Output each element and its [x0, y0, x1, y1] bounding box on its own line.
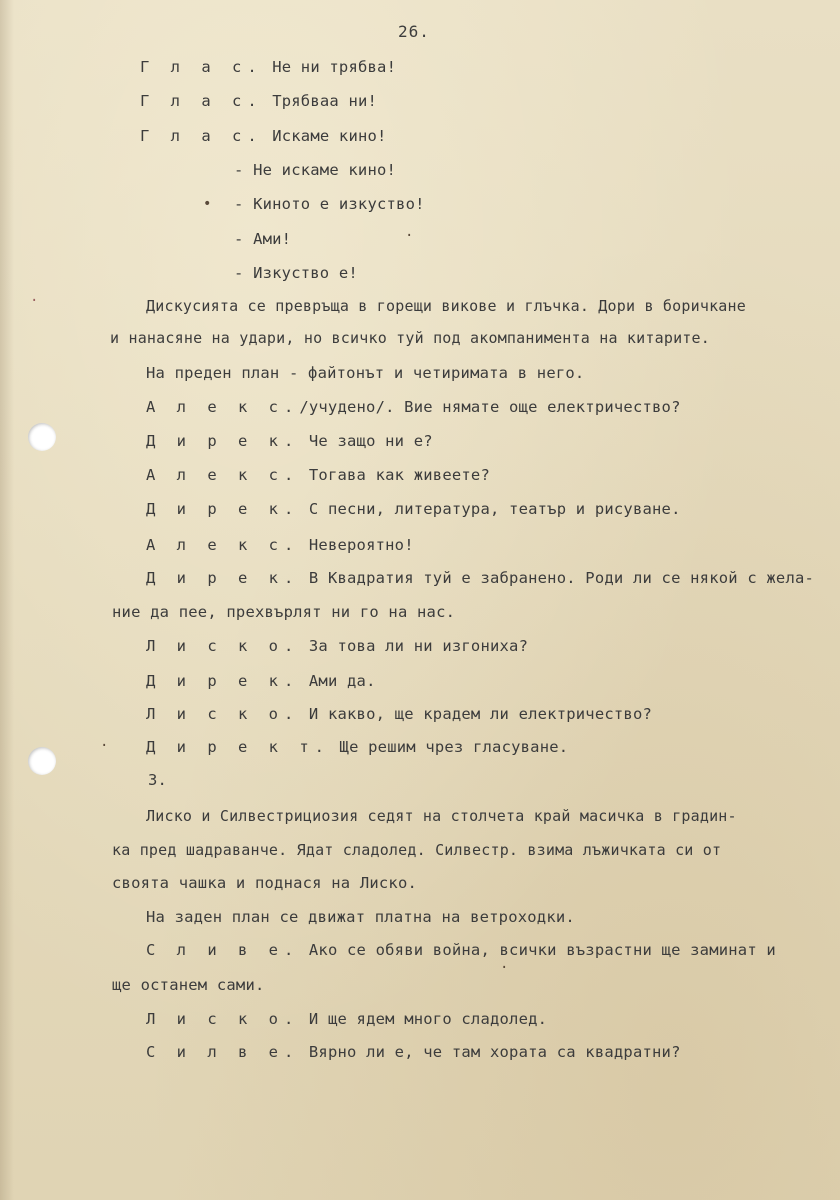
- speaker: Л и с к о.: [146, 705, 300, 723]
- line-text: На заден план се движат платна на ветроходки.: [146, 908, 575, 926]
- script-line: [146, 672, 376, 690]
- script-line: [146, 738, 568, 756]
- script-line: [140, 92, 377, 110]
- script-line: [234, 195, 425, 213]
- line-text: Искаме кино!: [272, 127, 387, 145]
- line-text: - Не искаме кино!: [234, 161, 397, 179]
- script-line: [146, 466, 490, 484]
- line-text: И какво, ще крадем ли електричество?: [308, 705, 653, 723]
- line-text: - Изкуство е!: [234, 264, 358, 282]
- speaker: С и л в е.: [146, 1043, 300, 1061]
- stray-mark: ·: [100, 738, 109, 754]
- line-text: и нанасяне на удари, но всичко туй под акомпанимента на китарите.: [110, 329, 710, 347]
- line-text: Вярно ли е, че там хората са квадратни?: [308, 1043, 681, 1061]
- speaker: Г л а с.: [140, 92, 263, 110]
- speaker: Д и р е к.: [146, 569, 300, 587]
- line-text: И ще ядем много сладолед.: [308, 1010, 548, 1028]
- line-text: своята чашка и поднася на Лиско.: [112, 874, 418, 892]
- script-line: [234, 230, 291, 248]
- script-line: [146, 569, 814, 587]
- speaker: Л и с к о.: [146, 1010, 300, 1028]
- script-line: [146, 705, 652, 723]
- page-number: 26.: [398, 22, 430, 41]
- stray-mark: ·: [500, 960, 509, 976]
- speaker: А л е к с.: [146, 536, 300, 554]
- line-text: В Квадратия туй е забранено. Роди ли се някой с жела-: [308, 569, 815, 587]
- line-text: На преден план - файтонът и четиримата в него.: [146, 364, 585, 382]
- script-line: [146, 500, 681, 518]
- speaker: Д и р е к.: [146, 500, 300, 518]
- script-line: [140, 127, 387, 145]
- script-line: [146, 398, 681, 416]
- script-line: [146, 432, 433, 450]
- script-line: [146, 536, 414, 554]
- line-text: Ако се обяви война, всички възрастни ще заминат и: [308, 941, 776, 959]
- line-text: /учудено/. Вие нямате още електричество?: [299, 398, 681, 416]
- speaker: С л и в е.: [146, 941, 300, 959]
- speaker: Г л а с.: [140, 58, 263, 76]
- stray-mark: •: [203, 196, 212, 212]
- punch-hole: [28, 423, 56, 451]
- script-line: [112, 603, 455, 621]
- script-line: [112, 874, 417, 892]
- line-text: Че защо ни е?: [308, 432, 433, 450]
- line-text: ще останем сами.: [112, 976, 265, 994]
- script-line: [146, 1043, 681, 1061]
- line-text: Ще решим чрез гласуване.: [339, 738, 569, 756]
- scene-number: [148, 771, 167, 789]
- speaker: А л е к с.: [146, 398, 300, 416]
- line-text: - Киното е изкуство!: [234, 195, 425, 213]
- line-text: 3.: [148, 771, 168, 789]
- speaker: А л е к с.: [146, 466, 300, 484]
- script-line: [146, 297, 746, 315]
- script-line: [146, 807, 737, 825]
- speaker: Д и р е к.: [146, 672, 300, 690]
- line-text: ние да пее, прехвърлят ни го на нас.: [112, 603, 456, 621]
- speaker: Л и с к о.: [146, 637, 300, 655]
- line-text: С песни, литература, театър и рисуване.: [308, 500, 681, 518]
- speaker: Д и р е к т.: [146, 738, 330, 756]
- line-text: - Ами!: [234, 230, 292, 248]
- script-line: [146, 1010, 547, 1028]
- script-line: [110, 329, 710, 347]
- stray-mark: ·: [30, 293, 39, 309]
- line-text: Тогава как живеете?: [308, 466, 490, 484]
- script-line: [140, 58, 396, 76]
- paper-edge-shadow: [0, 0, 14, 1200]
- script-line: [146, 941, 776, 959]
- line-text: Невероятно!: [308, 536, 414, 554]
- line-text: ка пред шадраванче. Ядат сладолед. Силвестр. взима лъжичката си от: [112, 841, 722, 859]
- script-line: [234, 161, 396, 179]
- speaker: Д и р е к.: [146, 432, 300, 450]
- script-line: [146, 637, 528, 655]
- script-line: [234, 264, 358, 282]
- line-text: Не ни трябва!: [272, 58, 397, 76]
- speaker: Г л а с.: [140, 127, 263, 145]
- script-line: [146, 364, 584, 382]
- line-text: Ами да.: [308, 672, 376, 690]
- line-text: Дискусията се превръща в горещи викове и глъчка. Дори в боричкане: [146, 297, 746, 315]
- script-line: [112, 841, 721, 859]
- line-text: Трябваа ни!: [272, 92, 378, 110]
- stray-mark: ·: [405, 228, 414, 244]
- line-text: За това ли ни изгониха?: [308, 637, 529, 655]
- punch-hole: [28, 747, 56, 775]
- script-line: [112, 976, 265, 994]
- script-line: [146, 908, 575, 926]
- line-text: Лиско и Силвестрициозия седят на столчета край масичка в градин-: [146, 807, 737, 825]
